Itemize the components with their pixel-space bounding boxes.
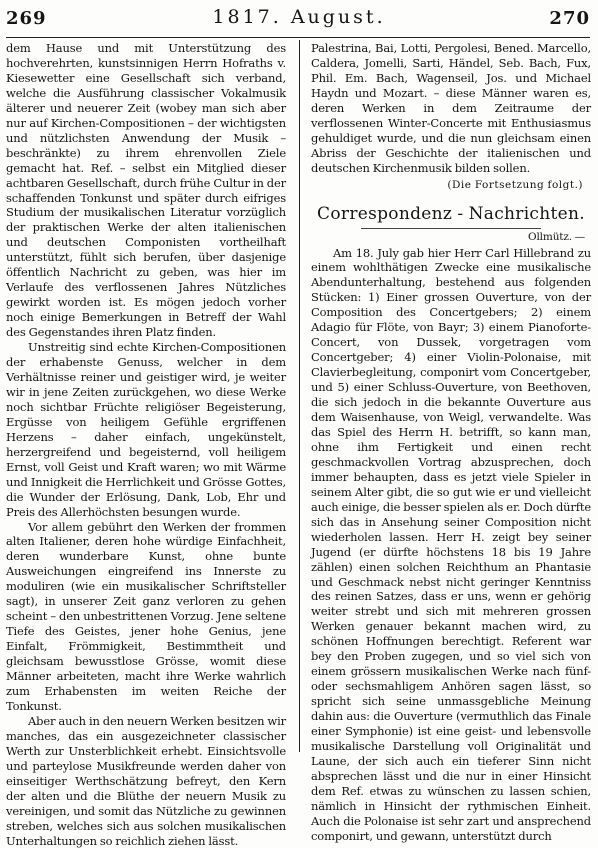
section-title: Correspondenz - Nachrichten. [317, 203, 585, 224]
left-paragraph-3: Vor allem gebührt den Werken der frommen alten Italiener, deren hohe würdige Einfachheit, deren wunderbare Kunst, ohne bunte Ausweichungen eingreifend ins Innerste zu moduliren (wie ein musikalischer Schriftsteller sagt), in unserer Zeit ganz verloren zu gehen scheint – den unbestrittenen Vorzug. Jene seltene Tiefe des Geistes, jener hohe Genius, jene Einfalt, Frömmigkeit, Bestimmtheit und gleichsam bewusstlose Grösse, womit diese Männer arbeiteten, macht ihre Werke wahrlich zum Erhabensten im weiten Reiche der Tonkunst. [6, 519, 286, 713]
right-paragraph-1: Am 18. July gab hier Herr Carl Hillebrand zu einem wohlthätigen Zwecke eine musikalische Abendunterhaltung, bestehend aus folgenden Stücken: 1) Einer grossen Ouverture, von der Composition des Concertgebers; 2) einem Adagio für Flöte, von Bayr; 3) einem Pianoforte-Concert, von Dussek, vorgetragen vom Concertgeber; 4) einer Violin-Polonaise, mit Clavierbegleitung, componirt vom Concertgeber, und 5) einer Schluss-Ouverture, von Beethoven, die sich jedoch in die bekannte Ouverture aus dem Waisenhause, von Weigl, verwandelte. Was das Spiel des Herrn H. betrifft, so kann man, ohne ihm Fertigkeit und einen recht geschmackvollen Vortrag abzusprechen, doch immer behaupten, dass es jetzt viele Spieler in seinem Alter gibt, die so gut wie er und vielleicht auch einige, die besser spielen als er. Doch dürfte sich das in Ansehung seiner Composition nicht wiederholen lassen. Herr H. zeigt bey seiner Jugend (er dürfte höchstens 18 bis 19 Jahre zählen) einen solchen Reichthum an Phantasie und Geschmack nebst nicht geringer Kenntniss des reinen Satzes, dass er uns, wenn er gehörig weiter strebt und sich mit mehreren grossen Werken genauer bekannt machen wird, zu schönen Hoffnungen berechtigt. Referent war bey den Proben zugegen, und so viel sich von einem grössern musikalischen Werke nach fünf- oder sechsmahligem Anhören sagen lässt, so spricht sich seine unmassgebliche Meinung dahin aus: die Ouverture (vermuthlich das Finale einer Symphonie) ist eine geist- und lebensvolle musikalische Darstellung voll Originalität und Laune, der sich auch ein tieferer Sinn nicht absprechen lässt und die nur in einer Hinsicht dem Ref. etwas zu wünschen zu lassen schien, nämlich in Hinsicht der rythmischen Einheit. Auch die Polonaise ist sehr zart und ansprechend componirt, und gewann, unterstützt durch [311, 245, 591, 843]
left-paragraph-1: dem Hause und mit Unterstützung des hochverehrten, kunstsinnigen Herrn Hofraths v. Kiesewetter eine Gesellschaft sich verband, welche die Ausführung classischer Vokalmusik älterer und neuerer Zeit (wobey man sich aber nur auf Kirchen-Compositionen – der wichtigsten und nützlichsten Anwendung der Musik – beschränkte) zu ihrem ehrenvollen Ziele gemacht hat. Ref. – selbst ein Mitglied dieser achtbaren Gesellschaft, durch frühe Cultur in der schaffenden Tonkunst und später durch eifriges Studium der musikalischen Literatur vorzüglich der praktischen Werke der alten italienischen und deutschen Componisten vortheilhaft unterstützt, fühlt sich berufen, über dasjenige öffentlich Nachricht zu geben, was hier im Verlaufe des verflossenen Jahres Nützliches gewirkt worden ist. Es mögen jedoch vorher noch einige Bemerkungen in Betreff der Wahl des Gegenstandes ihren Platz finden. [6, 41, 286, 340]
page-number-right: 270 [549, 8, 590, 29]
right-column [311, 41, 591, 843]
left-paragraph-2: Unstreitig sind echte Kirchen-Compositionen der erhabenste Genuss, welcher in dem Verhältnisse reiner und geistiger wird, je weiter wir in jene Zeiten zurückgehen, wo diese Werke noch sichtbar Früchte religiöser Begeisterung, Ergüsse von heiligem Gefühle ergriffenen Herzens – daher einfach, ungekünstelt, herzergreifend und begeisternd, voll heiligem Ernst, voll Geist und Kraft waren; wo mit Wärme und Innigkeit die Herrlichkeit und Grösse Gottes, die Wunder der Erlösung, Dank, Lob, Ehr und Preis des Allerhöchsten besungen wurde. [6, 340, 286, 519]
running-title: 1817. August. [212, 6, 386, 28]
page-header [0, 0, 598, 40]
page-number-left: 269 [6, 8, 47, 29]
right-continuation-paragraph: Palestrina, Bai, Lotti, Pergolesi, Bened. Marcello, Caldera, Jomelli, Sarti, Händel, Seb. Bach, Fux, Phil. Em. Bach, Wagenseil, Jos. und Michael Haydn und Mozart. – diese Männer waren es, deren Werken in dem Zeitraume der verflossenen Winter-Concerte mit Enthusiasmus gehuldiget wurde, und die nun gleichsam einen Abriss der Geschichte der italienischen und deutschen Kirchenmusik bilden sollen. [311, 41, 591, 175]
left-column [6, 41, 286, 848]
continued-note: (Die Fortsetzung folgt.) [447, 178, 583, 191]
left-paragraph-4: Aber auch in den neuern Werken besitzen wir manches, das ein ausgezeichneter classischer Werth zur Unsterblichkeit erhebt. Einsichtsvolle und parteylose Musikfreunde werden daher von einseitiger Werthschätzung befreyt, den Kern der alten und die Blüthe der neuern Musik zu vereinigen, und somit das Nützliche zu gewinnen streben, welches sich aus solchen musikalischen Unterhaltungen so reichlich ziehen lässt. [6, 713, 286, 848]
column-divider [299, 40, 300, 752]
dateline: Ollmütz. — [528, 230, 585, 243]
section-title-rule [361, 228, 541, 229]
header-rule [6, 37, 590, 38]
